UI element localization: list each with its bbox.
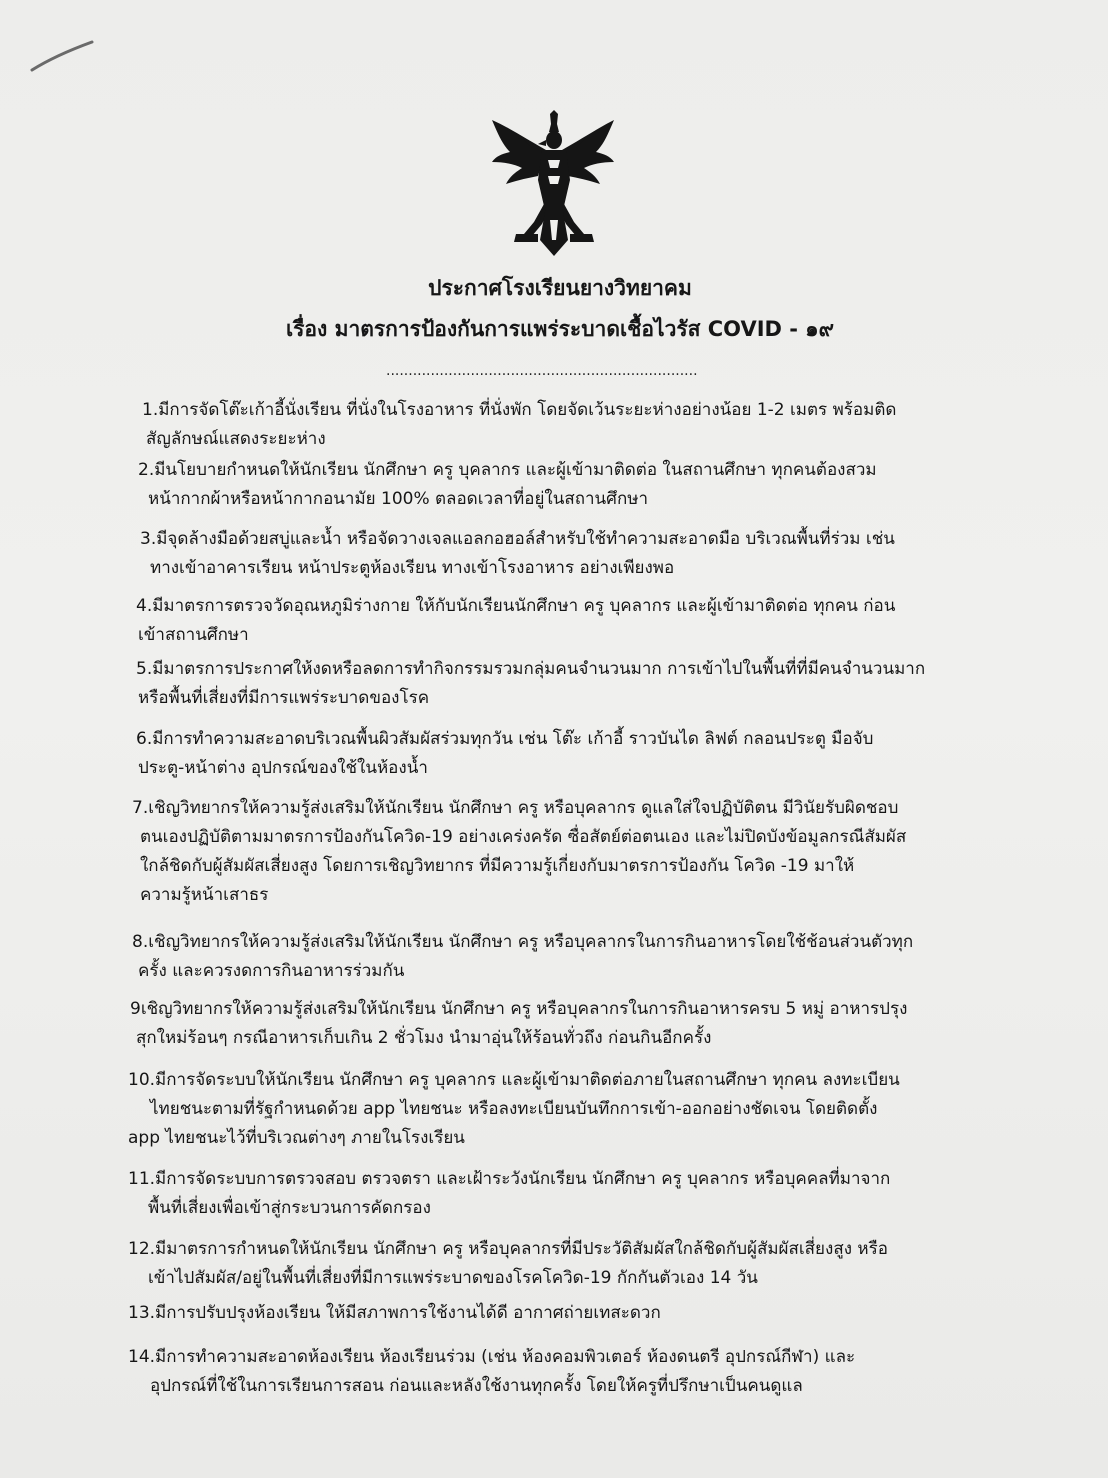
measure-line: เข้าไปสัมผัส/อยู่ในพื้นที่เสี่ยงที่มีการแพร่ระบาดของโรคโควิด-19 กักกันตัวเอง 14 วัน [148, 1268, 758, 1288]
measure-item-13 [128, 1299, 661, 1328]
measure-line: ทางเข้าอาคารเรียน หน้าประตูห้องเรียน ทางเข้าโรงอาหาร อย่างเพียงพอ [150, 558, 675, 578]
measure-line: 14.มีการทำความสะอาดห้องเรียน ห้องเรียนร่วม (เช่น ห้องคอมพิวเตอร์ ห้องดนตรี อุปกรณ์กีฬา) และ [128, 1347, 856, 1367]
measure-line: ความรู้หน้าเสาธร [140, 885, 269, 905]
measure-line: 3.มีจุดล้างมือด้วยสบู่และน้ำ หรือจัดวางเจลแอลกอฮอล์สำหรับใช้ทำความสะอาดมือ บริเวณพื้นที่ร่วม เช่น [140, 529, 895, 549]
measure-line: 12.มีมาตรการกำหนดให้นักเรียน นักศึกษา ครู หรือบุคลากรที่มีประวัติสัมผัสใกล้ชิดกับผู้สัมผัสเสี่ยงสูง หรือ [128, 1239, 888, 1259]
measure-line: 6.มีการทำความสะอาดบริเวณพื้นผิวสัมผัสร่วมทุกวัน เช่น โต๊ะ เก้าอี้ ราวบันได ลิฟต์ กลอนประตู มือจับ [136, 729, 874, 749]
measure-item-11 [128, 1165, 890, 1223]
measure-line: อุปกรณ์ที่ใช้ในการเรียนการสอน ก่อนและหลังใช้งานทุกครั้ง โดยให้ครูที่ปรึกษาเป็นคนดูแล [150, 1376, 803, 1396]
measure-line: เข้าสถานศึกษา [138, 625, 249, 645]
measure-line: ครั้ง และควรงดการกินอาหารร่วมกัน [138, 961, 405, 981]
measure-line: 1.มีการจัดโต๊ะเก้าอี้นั่งเรียน ที่นั่งในโรงอาหาร ที่นั่งพัก โดยจัดเว้นระยะห่างอย่างน้อย 1-2 เมตร พร้อมติด [142, 400, 897, 420]
measure-line: 10.มีการจัดระบบให้นักเรียน นักศึกษา ครู บุคลากร และผู้เข้ามาติดต่อภายในสถานศึกษา ทุกคน ลงทะเบียน [128, 1070, 900, 1090]
announcement-title: ประกาศโรงเรียนยางวิทยาคม [428, 276, 692, 300]
measure-line: 9เชิญวิทยากรให้ความรู้ส่งเสริมให้นักเรียน นักศึกษา ครู หรือบุคลากรในการกินอาหารครบ 5 หมู่ อาหารปรุง [130, 999, 908, 1019]
measure-item-1 [142, 396, 896, 454]
measure-line: สัญลักษณ์แสดงระยะห่าง [146, 429, 326, 449]
measure-line: 2.มีนโยบายกำหนดให้นักเรียน นักศึกษา ครู บุคลากร และผู้เข้ามาติดต่อ ในสถานศึกษา ทุกคนต้องสวม [138, 460, 877, 480]
measure-line: หน้ากากผ้าหรือหน้ากากอนามัย 100% ตลอดเวลาที่อยู่ในสถานศึกษา [148, 489, 649, 509]
dotted-divider: ...................................................................... [386, 363, 698, 379]
measure-line: 13.มีการปรับปรุงห้องเรียน ให้มีสภาพการใช้งานได้ดี อากาศถ่ายเทสะดวก [128, 1303, 661, 1323]
measure-line: พื้นที่เสี่ยงเพื่อเข้าสู่กระบวนการคัดกรอง [148, 1198, 431, 1218]
measure-item-12 [128, 1235, 888, 1293]
measure-line: 4.มีมาตรการตรวจวัดอุณหภูมิร่างกาย ให้กับนักเรียนนักศึกษา ครู บุคลากร และผู้เข้ามาติดต่อ ทุกคน ก่อน [136, 596, 896, 616]
measure-item-2 [138, 456, 877, 514]
measure-item-5 [136, 655, 925, 713]
announcement-subject: เรื่อง มาตรการป้องกันการแพร่ระบาดเชื้อไวรัส COVID - ๑๙ [285, 317, 835, 341]
measure-item-14 [128, 1343, 855, 1401]
measure-item-8 [132, 928, 913, 986]
measure-line: ใกล้ชิดกับผู้สัมผัสเสี่ยงสูง โดยการเชิญวิทยากร ที่มีความรู้เกี่ยงกับมาตรการป้องกัน โควิด -19 มาให้ [140, 856, 855, 876]
measure-item-9 [130, 995, 907, 1053]
measure-item-6 [136, 725, 873, 783]
measure-line: app ไทยชนะไว้ที่บริเวณต่างๆ ภายในโรงเรียน [128, 1128, 465, 1148]
measure-line: ตนเองปฏิบัติตามมาตรการป้องกันโควิด-19 อย่างเคร่งครัด ซื่อสัตย์ต่อตนเอง และไม่ปิดบังข้อมูลกรณีสัมผัส [140, 827, 907, 847]
measure-item-4 [136, 592, 895, 650]
measure-line: ไทยชนะตามที่รัฐกำหนดด้วย app ไทยชนะ หรือลงทะเบียนบันทึกการเข้า-ออกอย่างชัดเจน โดยติดตั้ง [150, 1099, 878, 1119]
measure-line: หรือพื้นที่เสี่ยงที่มีการแพร่ระบาดของโรค [138, 688, 430, 708]
measure-line: 11.มีการจัดระบบการตรวจสอบ ตรวจตรา และเฝ้าระวังนักเรียน นักศึกษา ครู บุคลากร หรือบุคคลที่มาจาก [128, 1169, 891, 1189]
measure-line: ประตู-หน้าต่าง อุปกรณ์ของใช้ในห้องน้ำ [138, 758, 428, 778]
measure-line: 5.มีมาตรการประกาศให้งดหรือลดการทำกิจกรรมรวมกลุ่มคนจำนวนมาก การเข้าไปในพื้นที่ที่มีคนจำนวนมาก [136, 659, 926, 679]
measure-line: สุกใหม่ร้อนๆ กรณีอาหารเก็บเกิน 2 ชั่วโมง นำมาอุ่นให้ร้อนทั่วถึง ก่อนกินอีกครั้ง [136, 1028, 712, 1048]
measure-line: 7.เชิญวิทยากรให้ความรู้ส่งเสริมให้นักเรียน นักศึกษา ครู หรือบุคลากร ดูแลใส่ใจปฏิบัติตน มีวินัยรับผิดชอบ [132, 798, 899, 818]
measure-line: 8.เชิญวิทยากรให้ความรู้ส่งเสริมให้นักเรียน นักศึกษา ครู หรือบุคลากรในการกินอาหารโดยใช้ช้อนส่วนตัวทุก [132, 932, 914, 952]
measure-item-3 [140, 525, 895, 583]
measure-item-7 [132, 794, 906, 910]
measure-item-10 [128, 1066, 900, 1153]
